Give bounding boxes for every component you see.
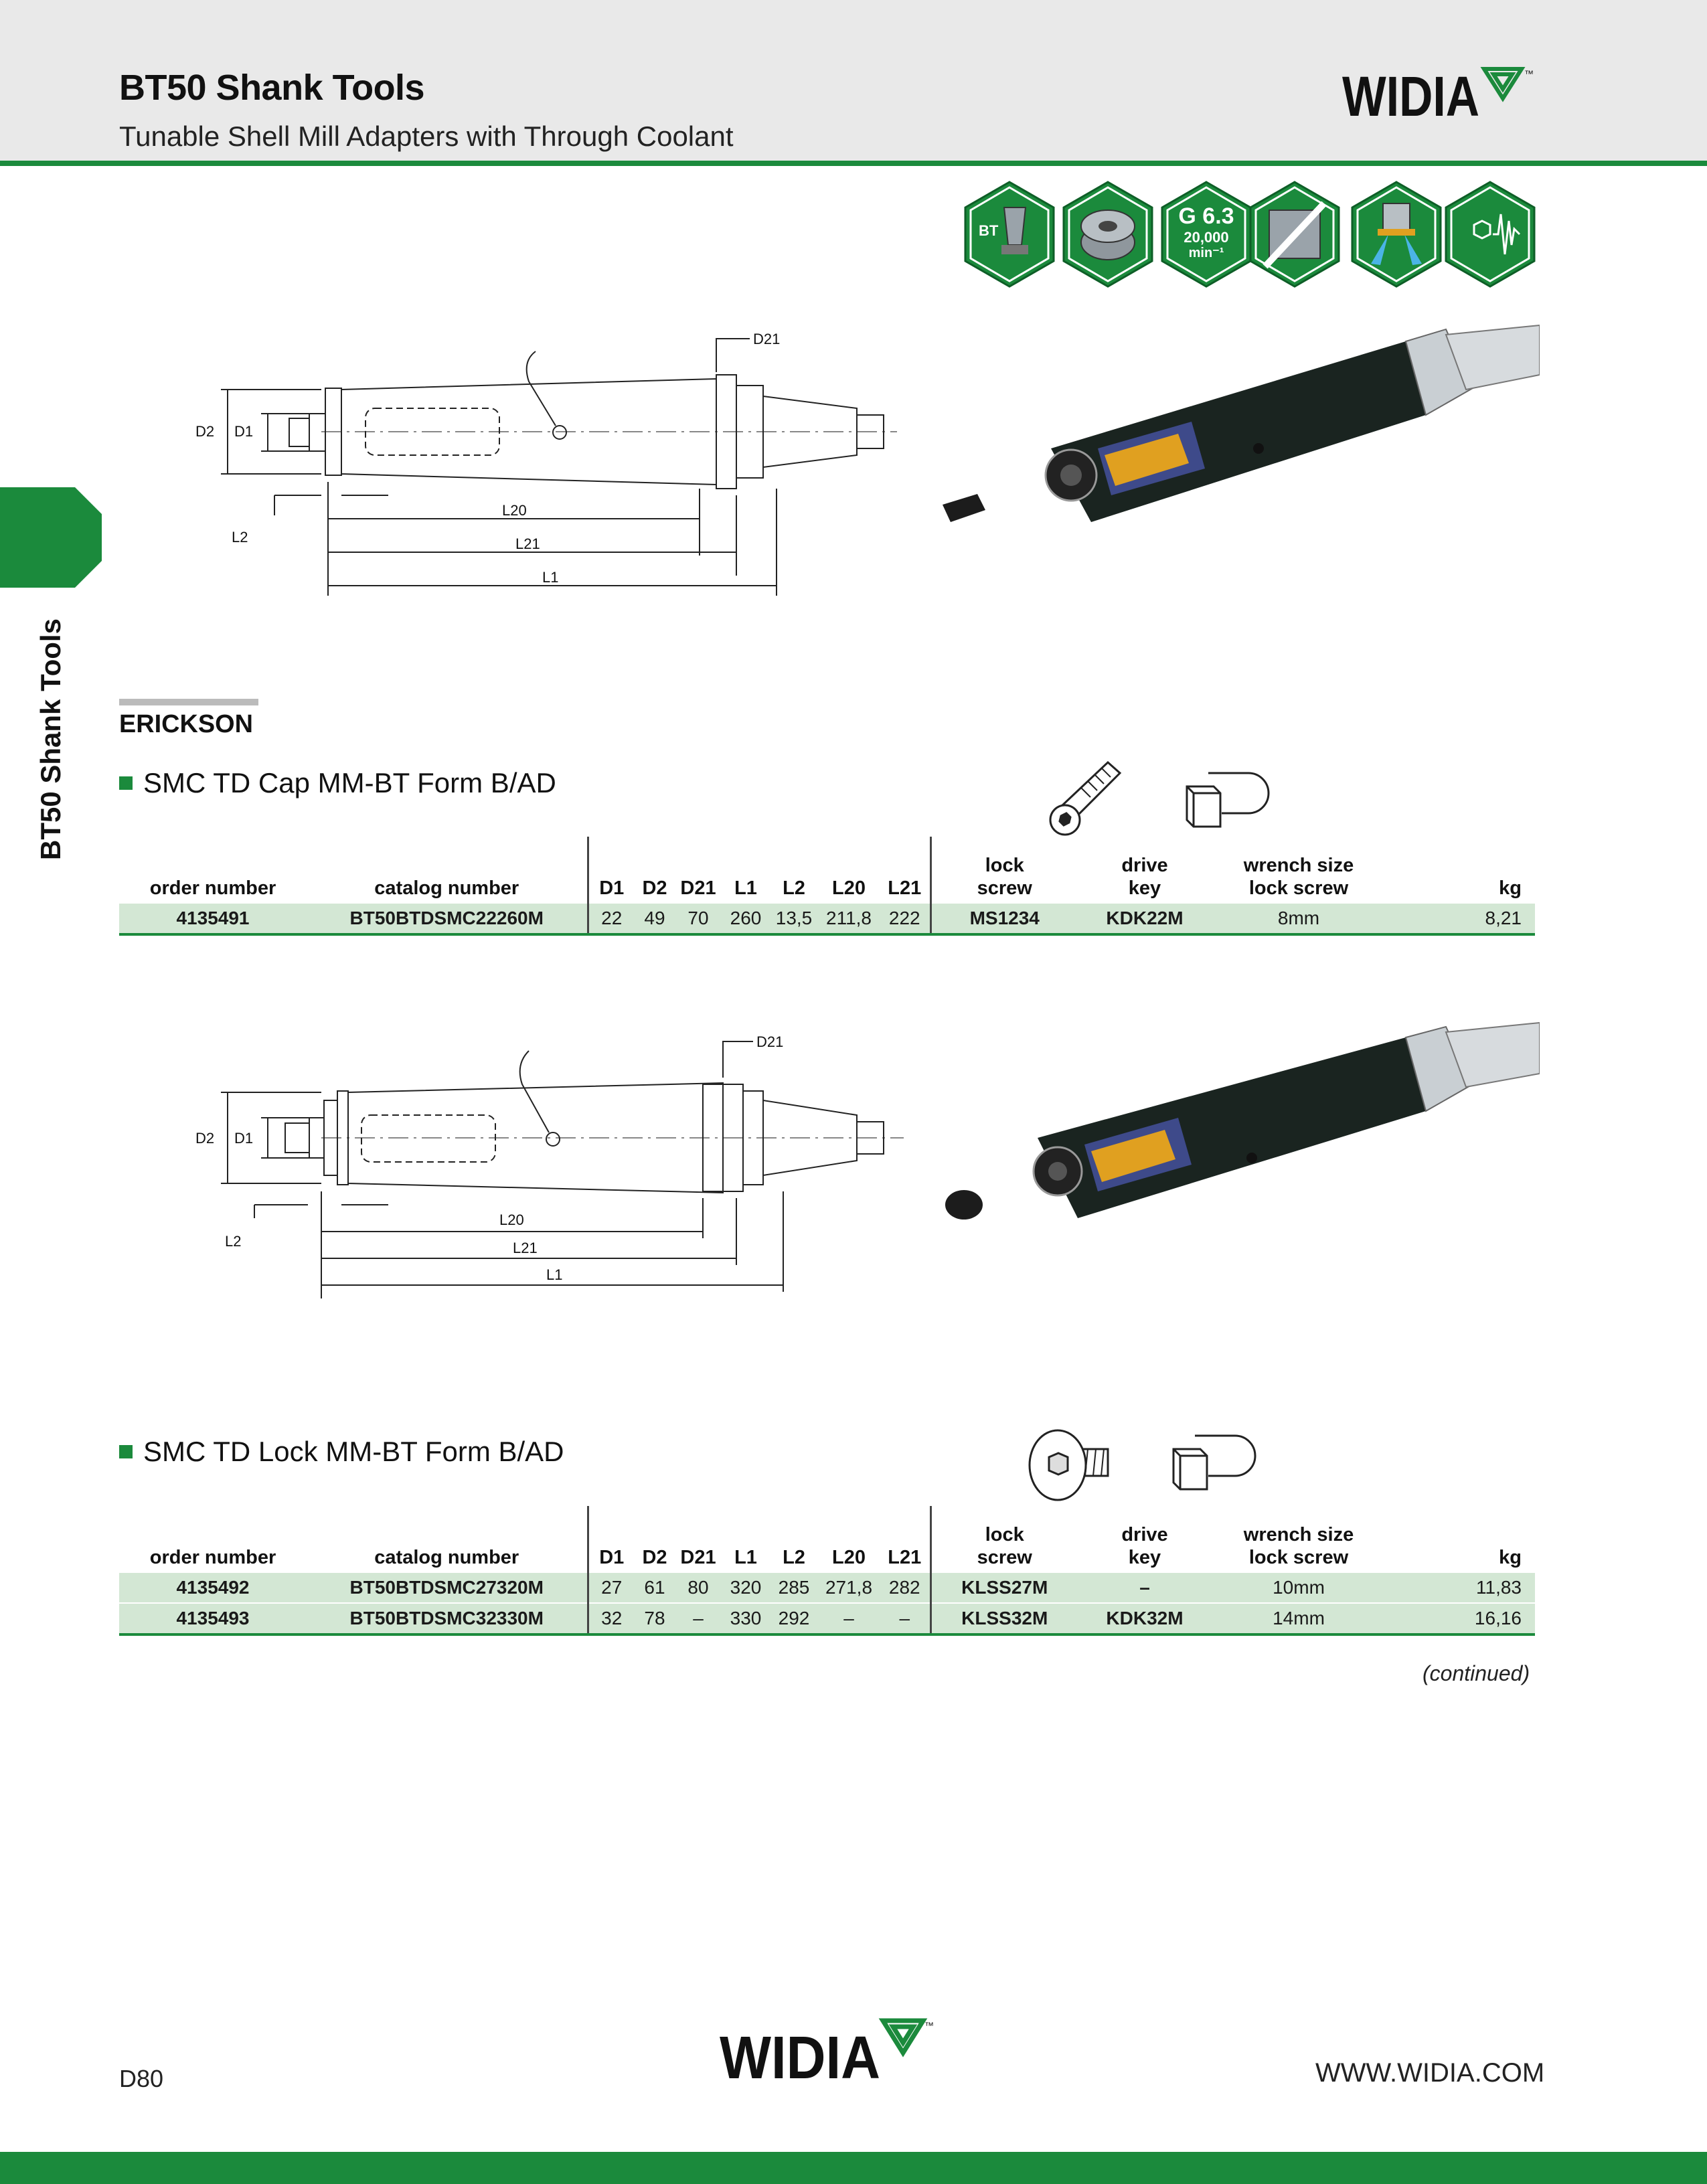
label-d2: D2 <box>195 423 215 440</box>
no-dry-icon <box>1249 181 1340 288</box>
col-d2: D2 <box>642 877 667 899</box>
cell-wrench: 10mm <box>1273 1577 1325 1598</box>
col-d1: D1 <box>588 837 635 904</box>
widia-logo-footer-text: WIDIA <box>720 2025 880 2085</box>
section-title-lock <box>119 1436 564 1468</box>
label-d2: D2 <box>195 1130 215 1147</box>
side-tab-marker <box>0 487 107 588</box>
label-l1: L1 <box>542 569 559 586</box>
cell-catalog: BT50BTDSMC22260M <box>307 904 588 934</box>
col-l2: L2 <box>783 877 805 899</box>
cell-wrench: 14mm <box>1212 1603 1386 1634</box>
page-subtitle: Tunable Shell Mill Adapters with Through Coolant <box>119 120 734 152</box>
balance-rpm-label: 20,000 <box>1184 229 1229 246</box>
page-title: BT50 Shank Tools <box>119 68 425 108</box>
cell-drive-key: KDK32M <box>1078 1603 1212 1634</box>
shell-mill-icon <box>1062 181 1153 288</box>
col-l2: L2 <box>783 1546 805 1568</box>
bt-taper-icon <box>964 181 1055 288</box>
section-title-cap-text: SMC TD Cap MM-BT Form B/AD <box>143 767 556 799</box>
col-order-number: order number <box>149 877 276 899</box>
erickson-logo <box>119 699 263 739</box>
col-wrench-size: wrench size lock screw <box>1243 1524 1354 1568</box>
product-photo-cap <box>937 315 1540 542</box>
cell-catalog: BT50BTDSMC27320M <box>349 1577 544 1598</box>
col-l1: L1 <box>734 877 757 899</box>
col-drive-key: drive key <box>1121 1524 1168 1568</box>
svg-text:™: ™ <box>1524 68 1534 79</box>
drive-key-icon <box>1182 760 1275 840</box>
lock-screw-icon <box>1021 1422 1121 1509</box>
cell-lock-screw: KLSS27M <box>930 1573 1078 1603</box>
label-l20: L20 <box>499 1211 524 1228</box>
bt-label: BT <box>979 222 999 239</box>
label-l2: L2 <box>225 1233 242 1250</box>
cell-d2: 49 <box>635 904 675 934</box>
cell-d1: 27 <box>588 1573 635 1603</box>
cell-l21: 222 <box>880 904 930 934</box>
label-l1: L1 <box>546 1266 563 1283</box>
cell-order: 4135492 <box>176 1577 250 1598</box>
col-l21: L21 <box>888 877 922 899</box>
cell-d2: 78 <box>635 1603 675 1634</box>
table-row <box>119 1573 1535 1603</box>
col-wrench-size: wrench size lock screw <box>1243 855 1354 899</box>
cell-l2: 13,5 <box>770 904 818 934</box>
col-lock-screw: lock screw <box>930 837 1078 904</box>
col-l20: L20 <box>832 1546 866 1568</box>
col-l21: L21 <box>888 1546 922 1568</box>
cell-order: 4135491 <box>119 904 307 934</box>
label-d1: D1 <box>234 423 254 440</box>
technical-drawing-lock <box>187 1017 924 1312</box>
balance-unit-label: min⁻¹ <box>1188 246 1224 260</box>
label-l2: L2 <box>232 529 248 545</box>
erickson-logo-text: ERICKSON <box>119 710 253 738</box>
cell-d1: 32 <box>588 1603 635 1634</box>
cell-l21: 282 <box>888 1577 920 1598</box>
cell-drive-key: KDK22M <box>1078 904 1212 934</box>
through-coolant-icon <box>1351 181 1442 288</box>
lock-screw-icon <box>1041 753 1135 840</box>
cell-catalog: BT50BTDSMC32330M <box>307 1603 588 1634</box>
footer-band <box>0 2152 1707 2184</box>
label-d21: D21 <box>756 1033 784 1050</box>
page-number: D80 <box>119 2065 164 2092</box>
section-title-cap <box>119 767 556 799</box>
balance-grade-label: G 6.3 <box>1178 203 1234 229</box>
cell-lock-screw: KLSS32M <box>930 1603 1078 1634</box>
spec-table-cap <box>119 837 1535 936</box>
cell-drive-key: – <box>1139 1577 1150 1598</box>
col-drive-key: drive key <box>1121 855 1168 899</box>
cell-d1: 22 <box>588 904 635 934</box>
continued-note: (continued) <box>1422 1661 1530 1685</box>
cell-l20: – <box>818 1603 880 1634</box>
widia-logo-text: WIDIA <box>1342 65 1479 124</box>
col-d21: D21 <box>680 877 716 899</box>
col-order-number: order number <box>149 1546 276 1568</box>
spec-table-lock <box>119 1506 1535 1636</box>
cell-l1: 330 <box>722 1603 770 1634</box>
tunable-damping-icon <box>1445 181 1536 288</box>
product-photo-lock <box>937 1017 1540 1245</box>
col-catalog-number: catalog number <box>374 877 519 899</box>
cell-l20: 211,8 <box>818 904 880 934</box>
bullet-square <box>119 776 133 790</box>
cell-d2: 61 <box>644 1577 665 1598</box>
col-kg: kg <box>1499 1546 1522 1568</box>
col-d1: D1 <box>588 1506 635 1573</box>
cell-l2: 285 <box>778 1577 810 1598</box>
cell-kg: 11,83 <box>1476 1577 1522 1598</box>
website-link[interactable]: WWW.WIDIA.COM <box>1315 2058 1545 2088</box>
table-row <box>119 904 1535 934</box>
cell-l1: 320 <box>730 1577 762 1598</box>
col-d21: D21 <box>680 1546 716 1568</box>
col-kg: kg <box>1499 877 1522 899</box>
cell-wrench: 8mm <box>1212 904 1386 934</box>
col-catalog-number: catalog number <box>374 1546 519 1568</box>
technical-drawing-cap <box>187 315 924 609</box>
balance-grade-icon <box>1161 181 1252 288</box>
cell-d21: 80 <box>687 1577 709 1598</box>
col-lock-screw: lock screw <box>930 1506 1078 1573</box>
cell-l1: 260 <box>722 904 770 934</box>
cell-lock-screw: MS1234 <box>930 904 1078 934</box>
widia-logo-footer <box>720 2011 934 2085</box>
label-l21: L21 <box>515 535 540 552</box>
cell-d21: – <box>675 1603 722 1634</box>
section-title-lock-text: SMC TD Lock MM-BT Form B/AD <box>143 1436 564 1467</box>
widia-logo <box>1342 64 1543 124</box>
col-l1: L1 <box>734 1546 757 1568</box>
col-l20: L20 <box>832 877 866 899</box>
label-l20: L20 <box>502 502 527 519</box>
header-rule <box>0 161 1707 166</box>
svg-text:™: ™ <box>924 2020 934 2031</box>
bullet-square <box>119 1445 133 1458</box>
cell-kg: 16,16 <box>1386 1603 1535 1634</box>
side-tab-label: BT50 Shank Tools <box>35 618 66 860</box>
cell-d21: 70 <box>675 904 722 934</box>
table-row <box>119 1603 1535 1634</box>
col-d2: D2 <box>642 1546 667 1568</box>
cell-l21: – <box>880 1603 930 1634</box>
label-d1: D1 <box>234 1130 254 1147</box>
cell-order: 4135493 <box>119 1603 307 1634</box>
feature-icons <box>964 181 1540 288</box>
cell-l20: 271,8 <box>825 1577 873 1598</box>
label-d21: D21 <box>753 331 781 347</box>
cell-l2: 292 <box>770 1603 818 1634</box>
label-l21: L21 <box>513 1240 538 1256</box>
drive-key-icon <box>1168 1422 1262 1503</box>
cell-kg: 8,21 <box>1386 904 1535 934</box>
